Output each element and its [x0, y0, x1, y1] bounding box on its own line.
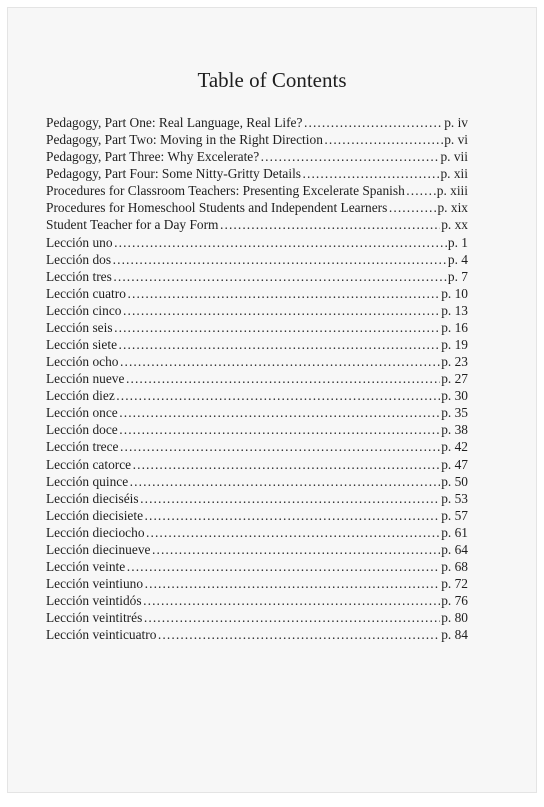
- toc-entry-label: Pedagogy, Part Four: Some Nitty-Gritty Details: [46, 166, 302, 182]
- dot-leader: [302, 165, 439, 182]
- toc-entry: [46, 234, 468, 251]
- dot-leader: [324, 131, 443, 148]
- dot-leader: [157, 626, 440, 643]
- toc-entry: [46, 575, 468, 592]
- toc-entry-page-number: p. xx: [441, 217, 468, 233]
- toc-entry-page-number: p. 80: [441, 610, 468, 626]
- dot-leader: [406, 182, 436, 199]
- toc-entry: [46, 353, 468, 370]
- toc-entry-page-number: p. 27: [441, 371, 468, 387]
- toc-entry-label: Lección veintidós: [46, 593, 142, 609]
- toc-entry-label: Lección trece: [46, 439, 119, 455]
- dot-leader: [116, 387, 440, 404]
- toc-entry-page-number: p. 72: [441, 576, 468, 592]
- dot-leader: [144, 575, 440, 592]
- toc-entry-label: Procedures for Classroom Teachers: Presenting Excelerate Spanish: [46, 183, 405, 199]
- toc-entry-page-number: p. 47: [441, 456, 468, 472]
- toc-entry: [46, 182, 468, 199]
- toc-entry-page-number: p. xiii: [436, 183, 468, 199]
- toc-entry: [46, 438, 468, 455]
- toc-entry-page-number: p. 1: [447, 234, 468, 250]
- dot-leader: [120, 353, 441, 370]
- dot-leader: [140, 490, 441, 507]
- dot-leader: [119, 438, 440, 455]
- toc-entry: [46, 148, 468, 165]
- toc-entry: [46, 592, 468, 609]
- dot-leader: [151, 541, 440, 558]
- toc-entry: [46, 404, 468, 421]
- toc-entry-label: Lección ocho: [46, 354, 119, 370]
- dot-leader: [129, 473, 440, 490]
- toc-entry-page-number: p. 19: [441, 337, 468, 353]
- toc-entry-page-number: p. 13: [441, 302, 468, 318]
- toc-entry: [46, 285, 468, 302]
- toc-entry-page-number: p. 4: [447, 251, 468, 267]
- toc-entry-page-number: p. 84: [441, 627, 468, 643]
- toc-entry-label: Lección veintiuno: [46, 576, 144, 592]
- toc-entry-label: Lección cinco: [46, 302, 122, 318]
- toc-entry-label: Lección dieciocho: [46, 524, 145, 540]
- toc-entry-page-number: p. 23: [441, 354, 468, 370]
- toc-entry: [46, 421, 468, 438]
- dot-leader: [114, 234, 447, 251]
- toc-entry-label: Lección veintitrés: [46, 610, 143, 626]
- dot-leader: [132, 456, 440, 473]
- toc-entry-page-number: p. 30: [441, 388, 468, 404]
- toc-entry: [46, 490, 468, 507]
- toc-entry-page-number: p. 7: [447, 268, 468, 284]
- toc-entry-page-number: p. 61: [441, 524, 468, 540]
- toc-entry-page-number: p. 64: [441, 541, 468, 557]
- page-title: Table of Contents: [197, 68, 347, 92]
- toc-entry: [46, 473, 468, 490]
- toc-entry: [46, 507, 468, 524]
- toc-entry-label: Pedagogy, Part One: Real Language, Real Life?: [46, 115, 303, 130]
- toc-entry-label: Lección veinte: [46, 559, 126, 575]
- toc-entry-page-number: p. 76: [441, 593, 468, 609]
- toc-entry-label: Lección diecinueve: [46, 541, 151, 557]
- toc-entry-page-number: p. 42: [441, 439, 468, 455]
- toc-entry-page-number: p. iv: [444, 115, 468, 130]
- toc-entry-page-number: p. 35: [441, 405, 468, 421]
- toc-entry-page-number: p. 53: [441, 490, 468, 506]
- toc-entry: [46, 558, 468, 575]
- toc-entry-label: Lección nueve: [46, 371, 125, 387]
- toc-entry: [46, 199, 468, 216]
- dot-leader: [112, 251, 447, 268]
- toc-entry-label: Lección seis: [46, 319, 113, 335]
- dot-leader: [219, 216, 440, 233]
- toc-entry: [46, 370, 468, 387]
- dot-leader: [125, 370, 440, 387]
- toc-entry: [46, 114, 468, 131]
- toc-entry-page-number: p. 16: [441, 319, 468, 335]
- toc-entry-label: Student Teacher for a Day Form: [46, 217, 219, 233]
- toc-entry-label: Lección dos: [46, 251, 112, 267]
- toc-entry-page-number: p. vii: [440, 149, 468, 165]
- toc-entry-label: Lección catorce: [46, 456, 132, 472]
- toc-entry-page-number: p. xii: [440, 166, 468, 182]
- toc-entry: [46, 251, 468, 268]
- toc-entry-label: Lección quince: [46, 473, 129, 489]
- dot-leader: [260, 148, 439, 165]
- toc-entry: [46, 131, 468, 148]
- toc-list: [46, 114, 468, 643]
- toc-entry-page-number: p. 10: [441, 285, 468, 301]
- dot-leader: [144, 507, 440, 524]
- toc-entry: [46, 216, 468, 233]
- toc-entry: [46, 302, 468, 319]
- toc-entry-label: Procedures for Homeschool Students and Independent Learners: [46, 200, 388, 216]
- dot-leader: [388, 199, 436, 216]
- dot-leader: [122, 302, 440, 319]
- toc-entry-page-number: p. vi: [444, 132, 468, 148]
- document-page: [7, 7, 537, 793]
- toc-entry: [46, 541, 468, 558]
- toc-entry-page-number: p. 50: [441, 473, 468, 489]
- dot-leader: [126, 558, 440, 575]
- dot-leader: [114, 319, 441, 336]
- toc-entry: [46, 609, 468, 626]
- toc-entry-label: Lección dieciséis: [46, 490, 139, 506]
- dot-leader: [113, 268, 447, 285]
- toc-entry-label: Lección once: [46, 405, 118, 421]
- toc-entry-page-number: p. xix: [437, 200, 468, 216]
- toc-entry-label: Pedagogy, Part Two: Moving in the Right Direction: [46, 132, 323, 148]
- dot-leader: [146, 524, 441, 541]
- toc-entry: [46, 524, 468, 541]
- toc-entry-page-number: p. 57: [441, 507, 468, 523]
- dot-leader: [143, 592, 441, 609]
- toc-entry-label: Lección tres: [46, 268, 112, 284]
- toc-entry: [46, 456, 468, 473]
- toc-entry-label: Lección cuatro: [46, 285, 126, 301]
- dot-leader: [127, 285, 440, 302]
- toc-entry-label: Lección diecisiete: [46, 507, 144, 523]
- dot-leader: [119, 404, 440, 421]
- dot-leader: [118, 336, 440, 353]
- toc-entry: [46, 626, 468, 643]
- dot-leader: [119, 421, 440, 438]
- toc-entry-label: Lección diez: [46, 388, 115, 404]
- toc-entry: [46, 336, 468, 353]
- toc-entry-label: Lección doce: [46, 422, 118, 438]
- toc-entry: [46, 268, 468, 285]
- toc-entry-label: Lección siete: [46, 337, 118, 353]
- toc-entry: [46, 387, 468, 404]
- toc-entry-label: Lección veinticuatro: [46, 627, 157, 643]
- toc-entry: [46, 319, 468, 336]
- toc-entry-label: Lección uno: [46, 234, 113, 250]
- toc-entry-page-number: p. 38: [441, 422, 468, 438]
- toc-entry: [46, 165, 468, 182]
- dot-leader: [303, 114, 443, 131]
- toc-entry-page-number: p. 68: [441, 559, 468, 575]
- dot-leader: [143, 609, 440, 626]
- toc-entry-label: Pedagogy, Part Three: Why Excelerate?: [46, 149, 260, 165]
